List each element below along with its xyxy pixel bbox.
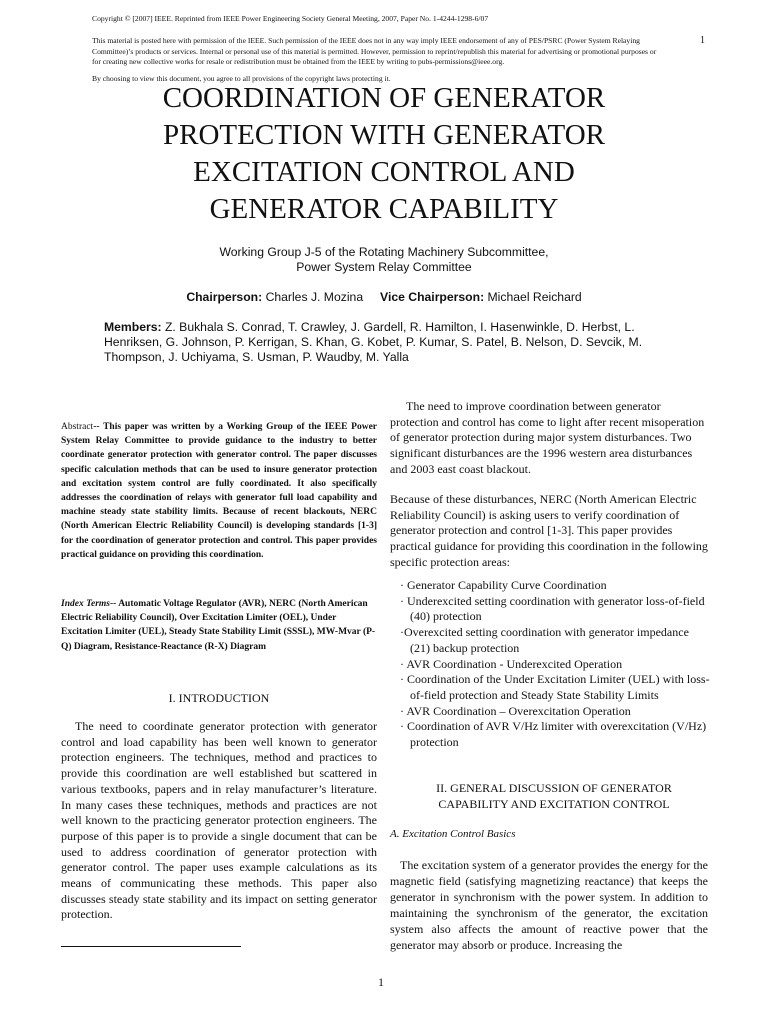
title-line: PROTECTION WITH GENERATOR — [163, 119, 605, 151]
members — [104, 320, 670, 366]
right-paragraph-2: Because of these disturbances, NERC (North American Electric Reliability Council) is asking users to verify coordination of generator protection and control [1-3]. This paper provides practical guidance for providing this coordination in the following specific protection areas: — [390, 492, 708, 569]
section-heading-introduction: I. INTRODUCTION — [168, 691, 270, 705]
title-line: COORDINATION OF GENERATOR — [162, 82, 606, 114]
section-heading-line: CAPABILITY AND EXCITATION CONTROL — [438, 797, 670, 811]
list-item: · Coordination of the Under Excitation Limiter (UEL) with loss-of-field protection and Steady State Stability Limits — [400, 672, 710, 702]
section-heading-general-discussion — [395, 780, 713, 812]
chair-name: Charles J. Mozina — [265, 290, 364, 304]
index-terms — [61, 597, 377, 654]
protection-areas-list — [400, 578, 710, 751]
chair-label: Chairperson: — [186, 290, 263, 304]
copyright-agreement: By choosing to view this document, you agree to all provisions of the copyright laws protecting it. — [92, 74, 391, 83]
introduction-paragraph: The need to coordinate generator protection with generator control and load capability has been well known to generator protection engineers. The techniques, method and practices to provide this coordination are well established but scattered in various textbooks, papers and in relay manufacturer’s literature. In many cases these techniques, methods and practices are not well known to the practicing generator protection engineers. The purpose of this paper is to provide a single document that can be used to address coordination of generator protection with generator control. The paper uses example calculations as its means of communicating these methods. This paper also discusses steady state stability and its impact on setting generator protection. — [61, 719, 377, 922]
title-line: EXCITATION CONTROL AND — [193, 156, 575, 188]
subtitle-line: Working Group J-5 of the Rotating Machinery Subcommittee, — [219, 245, 549, 259]
working-group-subtitle — [100, 245, 668, 275]
chairpersons — [60, 290, 708, 304]
members-label: Members: — [104, 320, 162, 334]
index-terms-label: Index Terms — [61, 599, 111, 609]
vice-chair-label: Vice Chairperson: — [380, 290, 485, 304]
list-item: · Generator Capability Curve Coordination — [400, 578, 607, 592]
abstract-text: -- This paper was written by a Working Group of the IEEE Power System Relay Committee to provide guidance to the industry to better coordinate generator protection with generator control. The paper discusses specific calculation methods that can be used to insure generator protection and excitation system control are fully coordinated. It also specifically addresses the coordination of relays with generator full load capability and machine steady state stability limits. Because of recent blackouts, NERC (North American Electric Reliability Council) is developing standards [1-3] for the coordination of generator protection and control. This paper provides practical guidance on providing this coordination. — [61, 422, 377, 560]
copyright-line: Copyright © [2007] IEEE. Reprinted from IEEE Power Engineering Society General Meeting, 2007, Paper No. 1-4244-1298-6/07 — [92, 14, 489, 23]
permission-notice: This material is posted here with permission of the IEEE. Such permission of the IEEE does not in any way imply IEEE endorsement of any of PES/PSRC (Power System Relaying Committee)’s products or services. Internal or personal use of this material is permitted. However, permission to reprint/republish this material for advertising or promotional purposes or for creating new collective works for resale or redistribution must be obtained from the IEEE by writing to pubs-permissions@ieee.org. — [92, 36, 657, 66]
section-heading-line: II. GENERAL DISCUSSION OF GENERATOR — [436, 781, 672, 795]
abstract — [61, 420, 377, 562]
list-item: · Underexcited setting coordination with generator loss-of-field (40) protection — [400, 593, 705, 624]
list-item: ·Overexcited setting coordination with generator impedance (21) backup protection — [400, 625, 689, 655]
members-names: Z. Bukhala S. Conrad, T. Crawley, J. Gardell, R. Hamilton, I. Hasenwinkle, D. Herbst, L. Henriksen, G. Johnson, P. Kerrigan, S. Khan, G. Kobet, P. Kumar, S. Patel, B. Nelson, D. Sevcik, M. Thompson, J. Uchiyama, S. Usman, P. Waudby, M. Yalla — [104, 320, 643, 365]
subsection-heading: A. Excitation Control Basics — [390, 828, 516, 840]
header-page-number: 1 — [700, 35, 705, 46]
footnote-divider — [61, 946, 241, 947]
paper-title — [60, 80, 708, 228]
vice-chair-name: Michael Reichard — [487, 290, 582, 304]
title-line: GENERATOR CAPABILITY — [209, 193, 559, 225]
right-paragraph-1: The need to improve coordination between generator protection and control has come to light after recent misoperation of generator protection during major system disturbances. Two significant disturbances are the 1996 western area disturbances and 2003 east coast blackout. — [390, 399, 705, 476]
index-terms-text: -- Automatic Voltage Regulator (AVR), NERC (North American Electric Reliability Council), Over Excitation Limiter (OEL), Under Excitation Limiter (UEL), Steady State Stability Limit (SSSL), MW-Mvar (P-Q) Diagram, Resistance-Reactance (R-X) Diagram — [61, 599, 376, 652]
list-item: · AVR Coordination - Underexcited Operation — [400, 656, 623, 671]
abstract-lead: Abstract — [61, 422, 94, 432]
list-item: · AVR Coordination – Overexcitation Operation — [400, 703, 631, 718]
right-paragraph-3: The excitation system of a generator provides the energy for the magnetic field (satisfying magnetizing reactance) that keeps the generator in synchronism with the power system. In addition to maintaining the synchronism of the generator, the excitation system also affects the amount of reactive power that the generator may absorb or produce. Increasing the — [390, 858, 708, 952]
footer-page-number: 1 — [378, 975, 384, 989]
list-item: · Coordination of AVR V/Hz limiter with overexcitation (V/Hz) protection — [400, 719, 707, 750]
subtitle-line: Power System Relay Committee — [296, 260, 472, 274]
